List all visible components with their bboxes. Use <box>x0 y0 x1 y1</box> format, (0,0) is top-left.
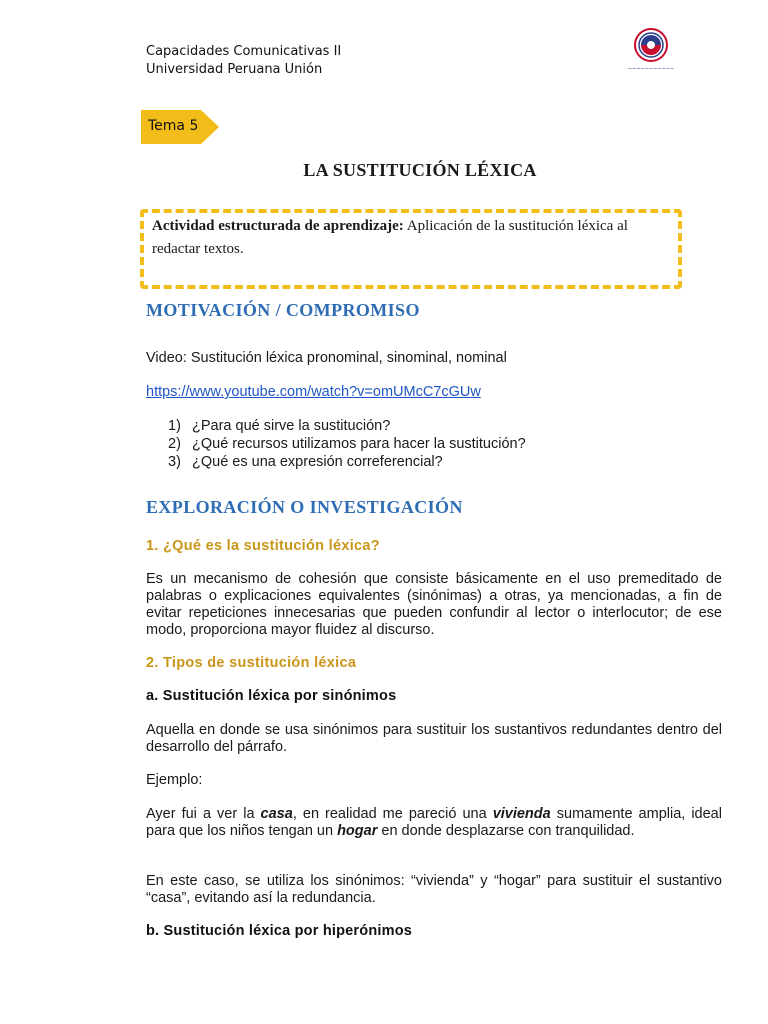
activity-box <box>140 209 682 289</box>
course-name: Capacidades Comunicativas II <box>146 44 342 59</box>
synonyms-paragraph: Aquella en donde se usa sinónimos para sustituir los sustantivos redundantes dentro del desarrollo del párrafo. <box>146 722 722 755</box>
topic-tag <box>141 110 219 144</box>
university-name: Universidad Peruana Unión <box>146 62 323 77</box>
synonyms-heading: a. Sustitución léxica por sinónimos <box>146 688 397 704</box>
example-label: Ejemplo: <box>146 772 203 788</box>
q1-paragraph: Es un mecanismo de cohesión que consiste básicamente en el uso premeditado de palabras o explicaciones equivalentes (sinónimas) a otras, ya mencionadas, a fin de evitar repeticiones innecesarias que pueden confundir al lector o interlocutor; de ese modo, proporciona mayor fluidez al discurso. <box>146 571 722 638</box>
svg-text:~~~~~~~~~~~: ~~~~~~~~~~~ <box>627 66 675 72</box>
topic-tag-label: Tema 5 <box>148 118 199 134</box>
highlight-word: vivienda <box>492 806 551 822</box>
activity-text: Aplicación de la sustitución léxica al redactar textos. <box>152 218 628 257</box>
question-list <box>168 417 526 471</box>
explanation-paragraph: En este caso, se utiliza los sinónimos: “vivienda” y “hogar” para sustituir el sustantivo “casa”, evitando así la redundancia. <box>146 873 722 906</box>
list-item: 1) ¿Para qué sirve la sustitución? <box>168 418 391 434</box>
motivation-heading: MOTIVACIÓN / COMPROMISO <box>146 300 420 320</box>
university-seal-icon <box>626 26 676 74</box>
activity-description <box>152 215 672 261</box>
video-link[interactable]: https://www.youtube.com/watch?v=omUMcC7cGUw <box>146 384 481 400</box>
video-title: Video: Sustitución léxica pronominal, sinominal, nominal <box>146 350 507 366</box>
hypernyms-heading: b. Sustitución léxica por hiperónimos <box>146 923 413 939</box>
highlight-word: hogar <box>337 823 378 839</box>
q2-heading: 2. Tipos de sustitución léxica <box>146 655 357 671</box>
exploration-heading: EXPLORACIÓN O INVESTIGACIÓN <box>146 497 463 517</box>
list-item: 2) ¿Qué recursos utilizamos para hacer la sustitución? <box>168 436 526 452</box>
list-item: 3) ¿Qué es una expresión correferencial? <box>168 454 443 470</box>
page-title: LA SUSTITUCIÓN LÉXICA <box>303 160 537 180</box>
q1-heading: 1. ¿Qué es la sustitución léxica? <box>146 538 380 554</box>
example-paragraph: Ayer fui a ver la casa, en realidad me pareció una vivienda sumamente amplia, ideal para que los niños tengan un hogar en donde desplazarse con tranquilidad. <box>146 806 722 839</box>
activity-label: Actividad estructurada de aprendizaje: <box>152 218 404 234</box>
highlight-word: casa <box>260 806 293 822</box>
